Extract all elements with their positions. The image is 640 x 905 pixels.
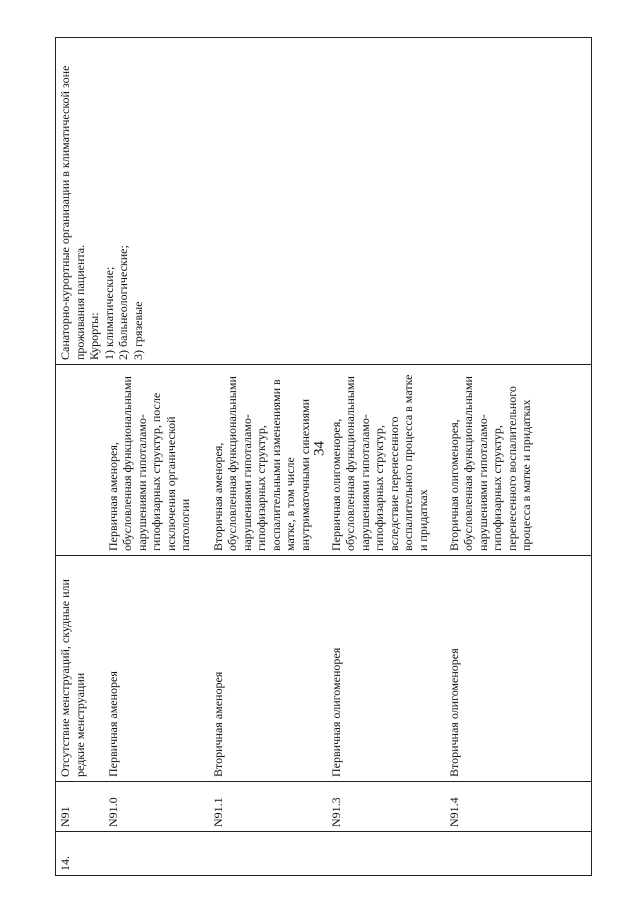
form-cell <box>209 365 327 556</box>
name-text: Вторичная олигоменорея <box>446 648 461 777</box>
resort-cell <box>56 38 592 365</box>
form-cell <box>104 365 209 556</box>
code-text: N91.3 <box>328 797 343 827</box>
disease-table <box>55 37 592 876</box>
name-cell <box>104 556 209 782</box>
form-text: Вторичная олигоменорея, обусловленная функциональными нарушениями гипоталамо-гипофизарных структур, перенесенного воспалительного процесса в матке и придатках <box>446 376 534 551</box>
row-number-cell <box>56 832 104 876</box>
name-text: Вторичная аменорея <box>210 671 225 777</box>
row-number-cell <box>209 832 327 876</box>
form-cell <box>445 365 592 556</box>
resort-text: Санаторно-курортные организации в климатической зоне проживания пациента. <box>58 65 87 360</box>
code-cell <box>327 782 445 832</box>
code-text: N91.4 <box>446 797 461 827</box>
resort-title: Курорты: <box>87 312 102 360</box>
form-text: Первичная олигоменорея, обусловленная функциональными нарушениями гипоталамо-гипофизарных структур, вследствие перенесенного воспалительного процесса в матке и придатках <box>328 374 431 551</box>
name-text: Первичная олигоменорея <box>328 647 343 777</box>
name-cell <box>56 556 104 782</box>
code-cell <box>104 782 209 832</box>
name-cell <box>209 556 327 782</box>
name-cell <box>445 556 592 782</box>
rotated-page-content <box>55 38 592 876</box>
page-number: 34 <box>311 441 328 456</box>
code-text: N91.0 <box>105 797 120 827</box>
form-cell <box>327 365 445 556</box>
row-number-cell <box>104 832 209 876</box>
code-text: N91.1 <box>210 797 225 827</box>
resort-item: 3) грязевые <box>130 301 145 360</box>
form-text: Вторичная аменорея, обусловленная функциональными нарушениями гипоталамо-гипофизарных структур, воспалительными изменениями в матке, в том числе внутриматочными синехиями <box>210 376 313 551</box>
form-cell <box>56 365 104 556</box>
name-text: Первичная аменорея <box>105 671 120 777</box>
code-text: N91 <box>58 806 72 827</box>
row-number-cell <box>445 832 592 876</box>
resort-item: 1) климатические; <box>101 266 116 360</box>
code-cell <box>445 782 592 832</box>
table-row <box>56 38 104 876</box>
form-text: Первичная аменорея, обусловленная функциональными нарушениями гипоталамо-гипофизарных структур, после исключения органической патологии <box>105 376 193 551</box>
row-number: 14. <box>58 856 72 871</box>
code-cell <box>56 782 104 832</box>
name-cell <box>327 556 445 782</box>
resort-item: 2) бальнеологические; <box>116 245 131 360</box>
row-number-cell <box>327 832 445 876</box>
name-text: Отсутствие менструаций, скудные или редкие менструации <box>58 579 87 777</box>
code-cell <box>209 782 327 832</box>
